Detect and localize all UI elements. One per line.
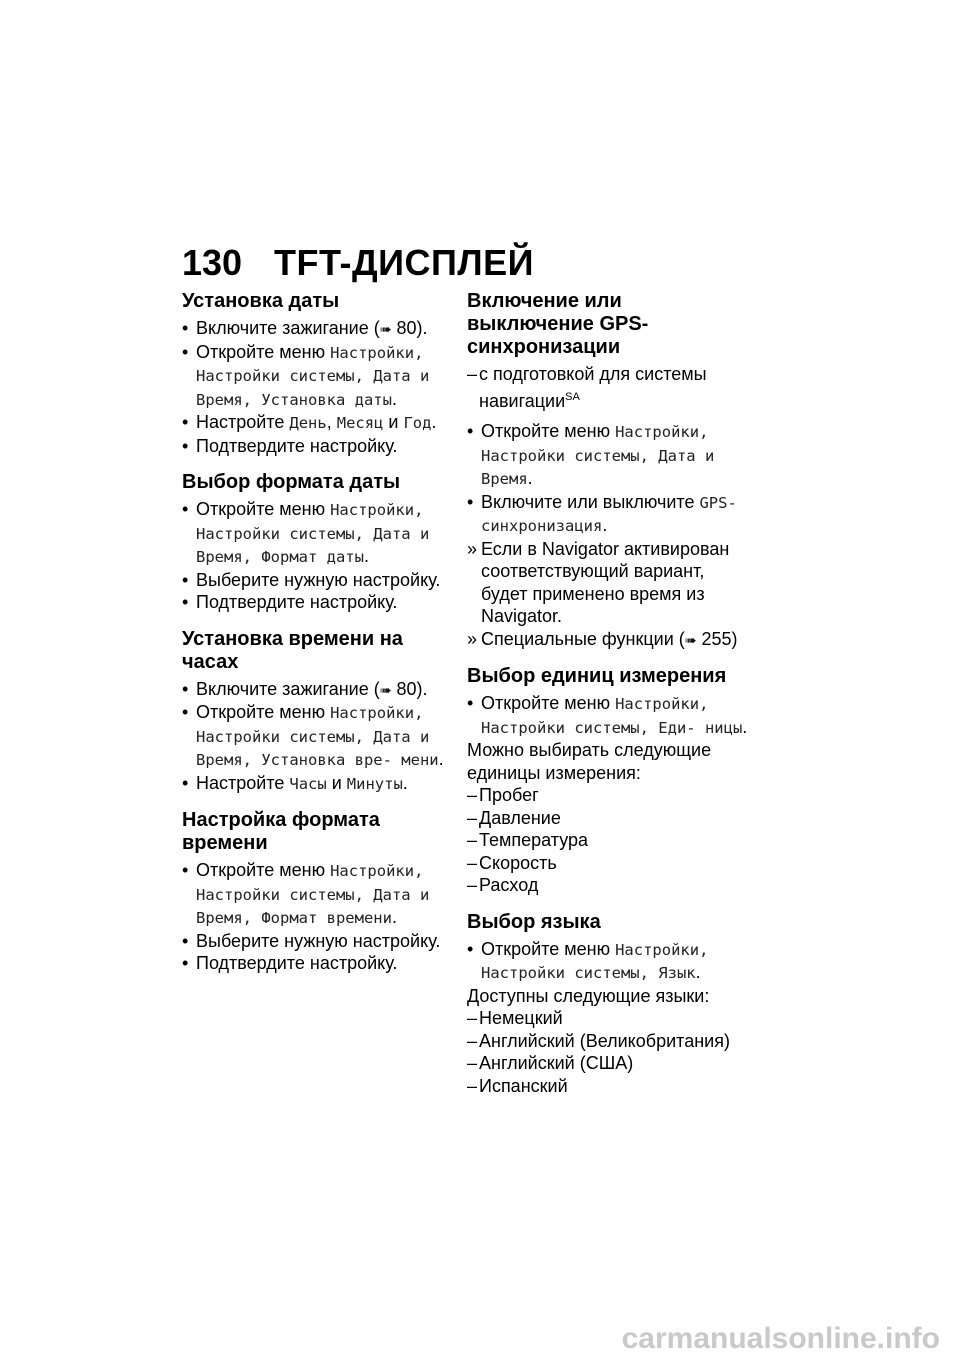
- list-item: • Настройте День, Месяц и Год.: [182, 412, 437, 432]
- page-number: 130: [182, 242, 243, 283]
- list-item: • Откройте меню Настройки, Настройки системы, Дата и Время, Установка вре- мени.: [182, 702, 444, 769]
- paragraph: Доступны следующие языки:: [467, 985, 710, 1006]
- list-item: – с подготовкой для системы навигации$^{SA}$: [467, 364, 707, 411]
- page-ref[interactable]: 255: [701, 628, 732, 649]
- list-item: » Если в Navigator активирован соответствующий вариант, будет применено время из Navigator.: [467, 538, 730, 626]
- list-item: – Испанский: [467, 1075, 568, 1096]
- dash-icon: –: [467, 364, 478, 384]
- list-item: • Настройте Часы и Минуты.: [182, 772, 408, 793]
- section-title: Выбор единиц измерения: [467, 665, 727, 687]
- list-item: • Включите зажигание (➠ 80).: [182, 318, 428, 338]
- result-icon: »: [467, 628, 478, 649]
- list-item: – Английский (США): [467, 1053, 634, 1073]
- list-item: • Выберите нужную настройку.: [182, 930, 441, 951]
- bullet-icon: •: [182, 341, 189, 362]
- list-item: • Откройте меню Настройки, Настройки системы, Дата и Время.: [467, 421, 715, 488]
- section-gps-sync: [467, 290, 752, 651]
- page-header: [182, 242, 534, 284]
- bullet-icon: •: [182, 318, 189, 338]
- bullet-icon: •: [182, 435, 189, 456]
- dash-icon: –: [467, 807, 478, 828]
- bullet-icon: •: [467, 938, 474, 959]
- section-title: Установка времени на часах: [182, 627, 403, 673]
- section-units: [467, 665, 752, 897]
- bullet-icon: •: [182, 569, 189, 590]
- section-date-format: [182, 471, 464, 614]
- left-column: [182, 290, 464, 989]
- section-time-format: [182, 809, 464, 975]
- menu-path: GPS-синхронизация: [481, 493, 737, 535]
- menu-path: Настройки, Настройки системы, Дата и Время, Установка даты: [196, 343, 430, 409]
- list-item: – Пробег: [467, 785, 539, 805]
- chapter-title: TFT-ДИСПЛЕЙ: [274, 242, 535, 283]
- list-item: • Откройте меню Настройки, Настройки системы, Язык.: [467, 938, 709, 982]
- bullet-icon: •: [182, 930, 189, 951]
- list-item: • Подтвердите настройку.: [182, 953, 398, 973]
- menu-path: Настройки, Настройки системы, Язык: [481, 940, 709, 982]
- dash-icon: –: [467, 830, 478, 850]
- bullet-icon: •: [182, 499, 189, 519]
- list-item: – Немецкий: [467, 1008, 563, 1028]
- list-item: • Откройте меню Настройки, Настройки системы, Дата и Время, Установка даты.: [182, 341, 430, 409]
- list-item: • Подтвердите настройку.: [182, 592, 398, 612]
- list-item: • Откройте меню Настройки, Настройки системы, Дата и Время, Формат даты.: [182, 499, 430, 566]
- bullet-icon: •: [182, 860, 189, 880]
- section-language: [467, 911, 752, 1098]
- section-set-date: [182, 290, 464, 457]
- list-item: – Давление: [467, 807, 561, 828]
- dash-icon: –: [467, 1030, 478, 1051]
- dash-icon: –: [467, 1075, 478, 1096]
- dash-icon: –: [467, 852, 478, 873]
- list-item: • Включите или выключите GPS-синхронизация.: [467, 491, 737, 535]
- list-item: » Специальные функции (➠ 255): [467, 628, 738, 649]
- list-item: • Откройте меню Настройки, Настройки системы, Дата и Время, Формат времени.: [182, 860, 430, 927]
- dash-icon: –: [467, 1053, 478, 1073]
- section-title: Установка даты: [182, 290, 340, 312]
- dash-icon: –: [467, 1008, 478, 1028]
- list-item: – Температура: [467, 830, 589, 850]
- arrow-right-icon: ➠: [379, 681, 392, 698]
- bullet-icon: •: [182, 678, 189, 699]
- page-ref[interactable]: 80: [396, 318, 417, 338]
- page-ref[interactable]: 80: [396, 678, 417, 699]
- section-title: Включение или выключение GPS-синхронизации: [467, 290, 649, 358]
- section-set-time: [182, 628, 464, 796]
- section-title: Выбор языка: [467, 910, 601, 933]
- section-title: Выбор формата даты: [182, 471, 401, 493]
- arrow-right-icon: ➠: [684, 631, 697, 648]
- paragraph: Можно выбирать следующие единицы измерения:: [467, 740, 712, 783]
- section-title: Настройка формата времени: [182, 809, 380, 854]
- list-item: • Включите зажигание (➠ 80).: [182, 678, 428, 699]
- list-item: – Расход: [467, 875, 539, 895]
- sa-badge: SA: [565, 390, 580, 403]
- list-item: • Откройте меню Настройки, Настройки системы, Еди- ницы.: [467, 693, 748, 737]
- bullet-icon: •: [182, 772, 189, 793]
- bullet-icon: •: [467, 421, 474, 441]
- result-icon: »: [467, 538, 478, 559]
- menu-path: Настройки, Настройки системы, Дата и Время, Установка вре- мени: [196, 704, 439, 769]
- menu-path: Настройки, Настройки системы, Дата и Время, Формат времени: [196, 862, 430, 927]
- watermark: carmanualsonline.info: [621, 1322, 940, 1355]
- menu-path: Настройки, Настройки системы, Дата и Время, Формат даты: [196, 501, 430, 566]
- bullet-icon: •: [182, 702, 189, 722]
- bullet-icon: •: [182, 592, 189, 612]
- bullet-icon: •: [182, 412, 189, 432]
- list-item: • Выберите нужную настройку.: [182, 569, 441, 590]
- list-item: • Подтвердите настройку.: [182, 435, 398, 456]
- arrow-right-icon: ➠: [379, 321, 392, 337]
- bullet-icon: •: [182, 953, 189, 973]
- dash-icon: –: [467, 785, 478, 805]
- list-item: – Скорость: [467, 852, 557, 873]
- dash-icon: –: [467, 875, 478, 895]
- menu-path: Настройки, Настройки системы, Еди- ницы: [481, 695, 743, 737]
- menu-path: Настройки, Настройки системы, Дата и Время: [481, 423, 715, 488]
- right-column: [467, 290, 752, 1111]
- bullet-icon: •: [467, 491, 474, 512]
- bullet-icon: •: [467, 693, 474, 713]
- list-item: – Английский (Великобритания): [467, 1030, 730, 1051]
